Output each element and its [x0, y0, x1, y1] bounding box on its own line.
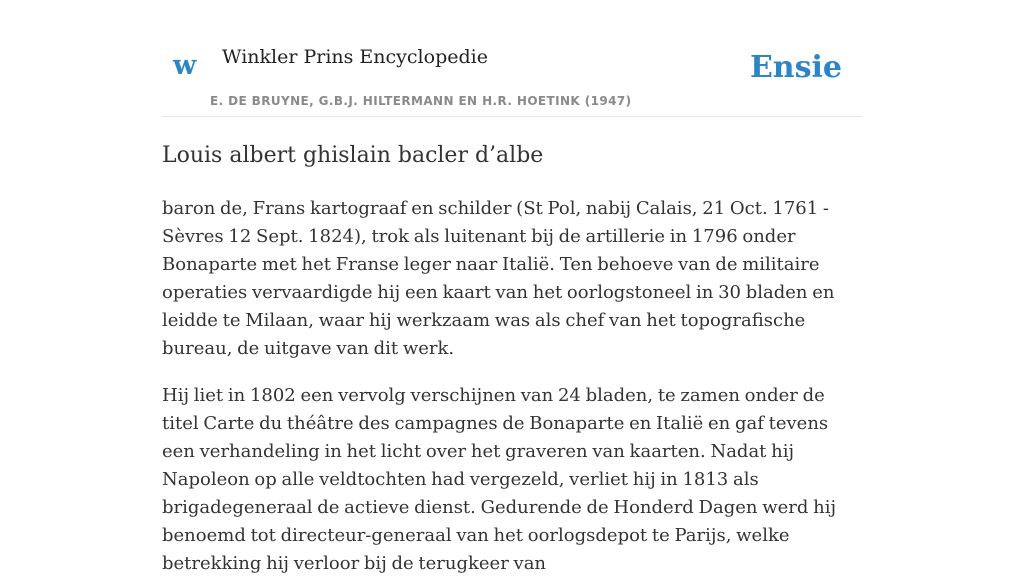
content-column [162, 0, 862, 578]
article-paragraph: baron de, Frans kartograaf en schilder (St Pol, nabij Calais, 21 Oct. 1761 - Sèvres 12 Sept. 1824), trok als luitenant bij de artillerie in 1796 onder Bonaparte met het Franse leger naar Italië. Ten behoeve van de militaire operaties vervaardigde hij een kaart van het oorlogstoneel in 30 bladen en leidde te Milaan, waar hij werkzaam was als chef van het topografische bureau, de uitgave van dit werk. [162, 197, 835, 359]
ensie-logo[interactable]: Ensie [749, 50, 842, 85]
source-title[interactable]: Winkler Prins Encyclopedie [222, 46, 488, 68]
source-header [162, 0, 862, 117]
source-authors: E. DE BRUYNE, G.B.J. HILTERMANN EN H.R. HOETINK (1947) [210, 94, 632, 108]
article-body [162, 195, 862, 578]
article-paragraph: Hij liet in 1802 een vervolg verschijnen van 24 bladen, te zamen onder de titel Carte du théâtre des campagnes de Bonaparte en Italië en gaf tevens een verhandeling in het licht over het graveren van kaarten. Nadat hij Napoleon op alle veldtochten had vergezeld, verliet hij in 1813 als brigadegeneraal de actieve dienst. Gedurende de Honderd Dagen werd hij benoemd tot directeur-generaal van het oorlogsdepot te Parijs, welke betrekking hij verloor bij de terugkeer van [162, 384, 837, 574]
article-title: Louis albert ghislain bacler d’albe [162, 143, 544, 168]
winkler-prins-logo-icon[interactable]: w [173, 50, 197, 81]
